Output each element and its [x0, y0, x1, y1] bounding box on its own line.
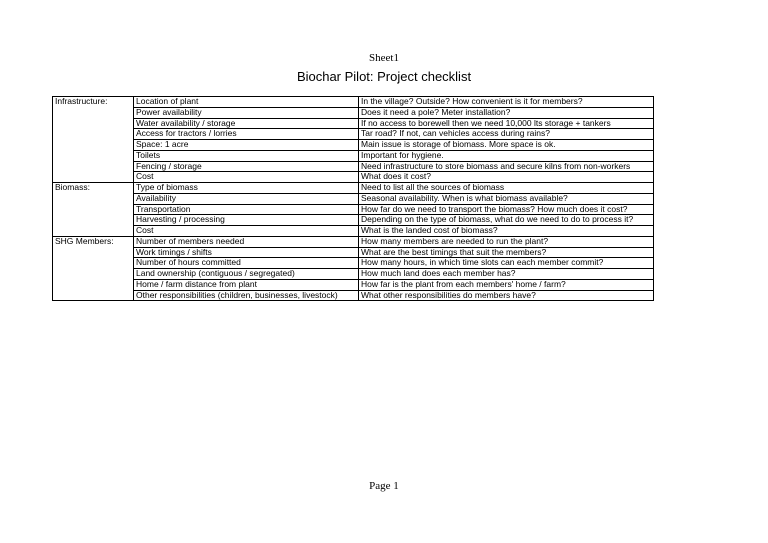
table-row [53, 279, 654, 290]
section-label [53, 226, 134, 237]
table-row [53, 129, 654, 140]
section-label [53, 258, 134, 269]
checklist-question: What other responsibilities do members have? [359, 290, 654, 301]
table-row [53, 140, 654, 151]
section-label [53, 269, 134, 280]
section-label [53, 215, 134, 226]
table-row [53, 172, 654, 183]
checklist-item: Availability [134, 193, 359, 204]
checklist-question: In the village? Outside? How convenient is it for members? [359, 97, 654, 108]
section-label: SHG Members: [53, 236, 134, 247]
checklist-question: Main issue is storage of biomass. More space is ok. [359, 140, 654, 151]
checklist-question: Seasonal availability. When is what biomass available? [359, 193, 654, 204]
checklist-item: Work timings / shifts [134, 247, 359, 258]
checklist-question: What is the landed cost of biomass? [359, 226, 654, 237]
table-row [53, 290, 654, 301]
checklist-item: Transportation [134, 204, 359, 215]
checklist-question: Need to list all the sources of biomass [359, 183, 654, 194]
checklist-question: Tar road? If not, can vehicles access during rains? [359, 129, 654, 140]
table-row [53, 118, 654, 129]
checklist-question: Important for hygiene. [359, 150, 654, 161]
checklist-question: How much land does each member has? [359, 269, 654, 280]
checklist-item: Toilets [134, 150, 359, 161]
table-row [53, 150, 654, 161]
section-label [53, 107, 134, 118]
checklist-question: If no access to borewell then we need 10,000 lts storage + tankers [359, 118, 654, 129]
section-label [53, 150, 134, 161]
table-row [53, 107, 654, 118]
section-label [53, 290, 134, 301]
checklist-item: Access for tractors / lorries [134, 129, 359, 140]
section-label [53, 279, 134, 290]
section-label [53, 140, 134, 151]
section-label [53, 247, 134, 258]
checklist-item: Number of hours committed [134, 258, 359, 269]
page-number: Page 1 [369, 480, 399, 492]
checklist-item: Number of members needed [134, 236, 359, 247]
checklist-item: Cost [134, 226, 359, 237]
sheet-name: Sheet1 [369, 52, 399, 64]
table-row [53, 226, 654, 237]
checklist-question: How many members are needed to run the plant? [359, 236, 654, 247]
section-label: Biomass: [53, 183, 134, 194]
checklist-item: Location of plant [134, 97, 359, 108]
checklist-question: What are the best timings that suit the members? [359, 247, 654, 258]
checklist-item: Other responsibilities (children, businesses, livestock) [134, 290, 359, 301]
checklist-question: How far is the plant from each members' home / farm? [359, 279, 654, 290]
checklist-item: Land ownership (contiguous / segregated) [134, 269, 359, 280]
checklist-item: Harvesting / processing [134, 215, 359, 226]
checklist-item: Cost [134, 172, 359, 183]
checklist-question: Need infrastructure to store biomass and secure kilns from non-workers [359, 161, 654, 172]
page-title: Biochar Pilot: Project checklist [296, 69, 472, 84]
table-row [53, 193, 654, 204]
table-row [53, 215, 654, 226]
section-label [53, 204, 134, 215]
section-label [53, 161, 134, 172]
checklist-item: Type of biomass [134, 183, 359, 194]
checklist-question: Depending on the type of biomass, what do we need to do to process it? [359, 215, 654, 226]
checklist-item: Fencing / storage [134, 161, 359, 172]
checklist-question: What does it cost? [359, 172, 654, 183]
table-row [53, 269, 654, 280]
section-label [53, 193, 134, 204]
table-row [53, 183, 654, 194]
checklist-item: Home / farm distance from plant [134, 279, 359, 290]
checklist-item: Power availability [134, 107, 359, 118]
table-row [53, 247, 654, 258]
table-row [53, 97, 654, 108]
table-row [53, 236, 654, 247]
table-row [53, 204, 654, 215]
checklist-question: How far do we need to transport the biomass? How much does it cost? [359, 204, 654, 215]
checklist-question: Does it need a pole? Meter installation? [359, 107, 654, 118]
section-label: Infrastructure: [53, 97, 134, 108]
checklist-table [52, 96, 654, 301]
table-row [53, 161, 654, 172]
section-label [53, 129, 134, 140]
section-label [53, 172, 134, 183]
checklist-item: Space: 1 acre [134, 140, 359, 151]
checklist-item: Water availability / storage [134, 118, 359, 129]
table-row [53, 258, 654, 269]
checklist-question: How many hours, in which time slots can each member commit? [359, 258, 654, 269]
section-label [53, 118, 134, 129]
